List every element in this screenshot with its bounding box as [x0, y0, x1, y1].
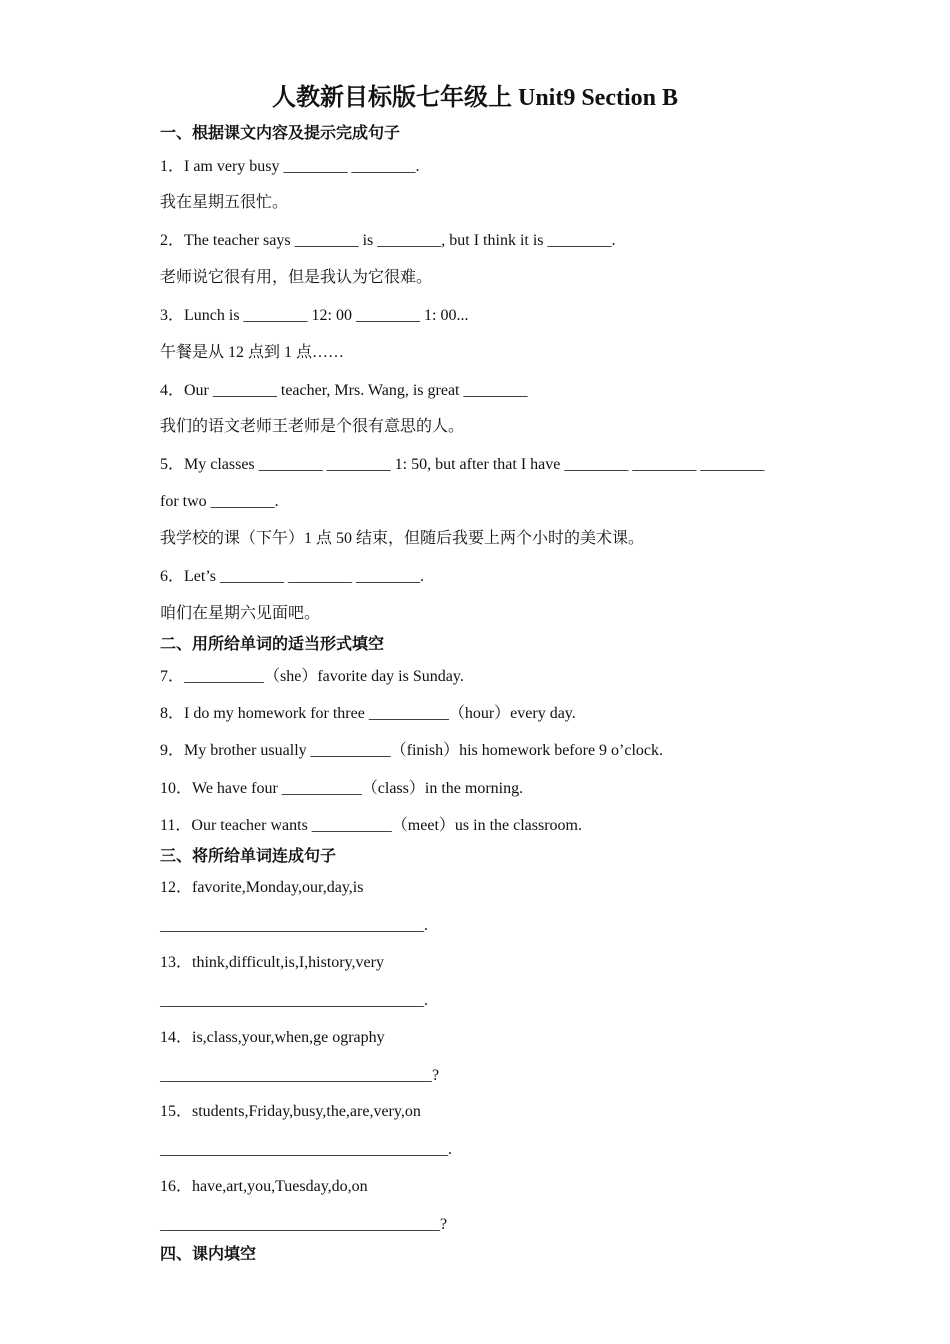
question-13: 13．think,difficult,is,I,history,very: [160, 954, 384, 971]
question-11: 11．Our teacher wants __________（meet）us in the classroom.: [160, 817, 582, 834]
question-16: 16．have,art,you,Tuesday,do,on: [160, 1178, 368, 1195]
section-heading-3: 三、将所给单词连成句子: [160, 848, 337, 865]
question-2: 2．The teacher says ________ is ________, but I think it is ________.: [160, 232, 616, 249]
question-4-translation: 我们的语文老师王老师是个很有意思的人。: [160, 418, 465, 435]
question-1-translation: 我在星期五很忙。: [160, 194, 289, 211]
question-3-translation: 午餐是从 12 点到 1 点……: [160, 344, 345, 361]
question-6-translation: 咱们在星期六见面吧。: [160, 605, 321, 622]
question-6: 6．Let’s ________ ________ ________.: [160, 568, 424, 585]
question-14: 14．is,class,your,when,ge ography: [160, 1029, 385, 1046]
question-5-line-2: for two ________.: [160, 493, 279, 510]
section-heading-2: 二、用所给单词的适当形式填空: [160, 636, 385, 653]
question-16-answer-line: ___________________________________?: [160, 1216, 448, 1233]
section-heading-1: 一、根据课文内容及提示完成句子: [160, 125, 401, 142]
question-4: 4．Our ________ teacher, Mrs. Wang, is great ________: [160, 382, 528, 399]
question-12: 12．favorite,Monday,our,day,is: [160, 879, 364, 896]
page-title: 人教新目标版七年级上 Unit9 Section B: [271, 85, 678, 111]
question-13-answer-line: _________________________________.: [160, 992, 428, 1009]
question-12-answer-line: _________________________________.: [160, 917, 428, 934]
question-1: 1．I am very busy ________ ________.: [160, 158, 420, 175]
question-9: 9．My brother usually __________（finish）his homework before 9 o’clock.: [160, 742, 664, 759]
question-3: 3．Lunch is ________ 12: 00 ________ 1: 00...: [160, 307, 469, 324]
question-14-answer-line: __________________________________?: [160, 1067, 440, 1084]
question-10: 10．We have four __________（class）in the morning.: [160, 780, 524, 797]
question-2-translation: 老师说它很有用，但是我认为它很难。: [160, 269, 433, 286]
question-15-answer-line: ____________________________________.: [160, 1141, 452, 1158]
question-5-line-1: 5．My classes ________ ________ 1: 50, but after that I have ________ ________ ________: [160, 456, 765, 473]
question-8: 8．I do my homework for three __________（hour）every day.: [160, 705, 576, 722]
question-15: 15．students,Friday,busy,the,are,very,on: [160, 1103, 421, 1120]
question-7: 7．__________（she）favorite day is Sunday.: [160, 668, 464, 685]
section-heading-4: 四、课内填空: [160, 1246, 257, 1263]
question-5-translation: 我学校的课（下午）1 点 50 结束，但随后我要上两个小时的美术课。: [160, 530, 645, 547]
